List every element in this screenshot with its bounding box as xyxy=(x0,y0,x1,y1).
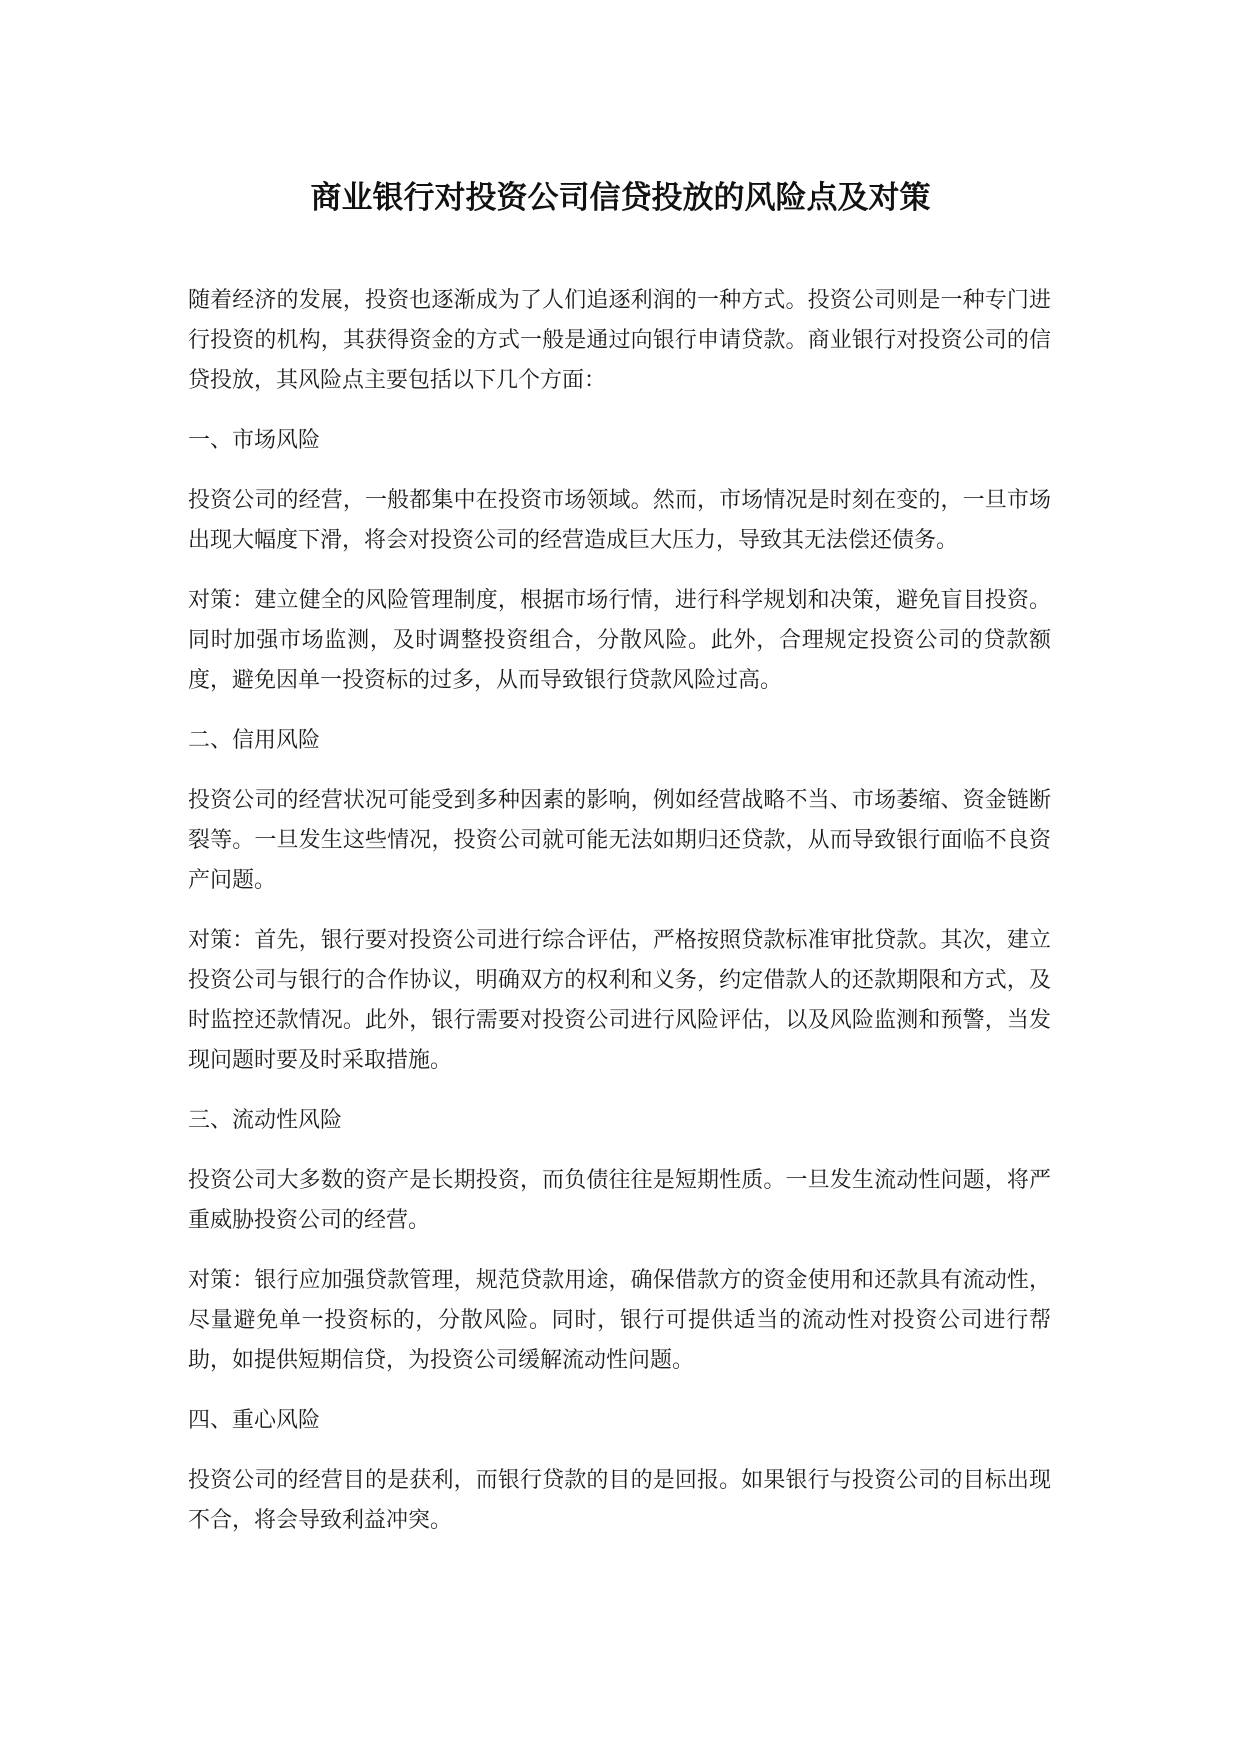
credit-risk-paragraph: 投资公司的经营状况可能受到多种因素的影响，例如经营战略不当、市场萎缩、资金链断裂等。一旦发生这些情况，投资公司就可能无法如期归还贷款，从而导致银行面临不良资产问题。 xyxy=(188,788,1051,893)
section-heading-focus-risk: 四、重心风险 xyxy=(188,1408,321,1433)
focus-risk-paragraph: 投资公司的经营目的是获利，而银行贷款的目的是回报。如果银行与投资公司的目标出现不合，将会导致利益冲突。 xyxy=(188,1468,1051,1533)
liquidity-risk-countermeasure: 对策：银行应加强贷款管理，规范贷款用途，确保借款方的资金使用和还款具有流动性，尽量避免单一投资标的，分散风险。同时，银行可提供适当的流动性对投资公司进行帮助，如提供短期信贷，为投资公司缓解流动性问题。 xyxy=(188,1268,1051,1373)
document-body xyxy=(188,281,1051,1561)
market-risk-countermeasure: 对策：建立健全的风险管理制度，根据市场行情，进行科学规划和决策，避免盲目投资。同时加强市场监测，及时调整投资组合，分散风险。此外，合理规定投资公司的贷款额度，避免因单一投资标的过多，从而导致银行贷款风险过高。 xyxy=(188,588,1051,693)
credit-risk-countermeasure: 对策：首先，银行要对投资公司进行综合评估，严格按照贷款标准审批贷款。其次，建立投资公司与银行的合作协议，明确双方的权利和义务，约定借款人的还款期限和方式，及时监控还款情况。此外，银行需要对投资公司进行风险评估，以及风险监测和预警，当发现问题时要及时采取措施。 xyxy=(188,928,1051,1073)
section-heading-market-risk: 一、市场风险 xyxy=(188,428,321,453)
market-risk-paragraph: 投资公司的经营，一般都集中在投资市场领域。然而，市场情况是时刻在变的，一旦市场出现大幅度下滑，将会对投资公司的经营造成巨大压力，导致其无法偿还债务。 xyxy=(188,488,1051,553)
section-heading-liquidity-risk: 三、流动性风险 xyxy=(188,1108,343,1133)
document-title: 商业银行对投资公司信贷投放的风险点及对策 xyxy=(310,180,931,216)
liquidity-risk-paragraph: 投资公司大多数的资产是长期投资，而负债往往是短期性质。一旦发生流动性问题，将严重威胁投资公司的经营。 xyxy=(188,1168,1051,1233)
intro-paragraph: 随着经济的发展，投资也逐渐成为了人们追逐利润的一种方式。投资公司则是一种专门进行投资的机构，其获得资金的方式一般是通过向银行申请贷款。商业银行对投资公司的信贷投放，其风险点主要包括以下几个方面： xyxy=(188,288,1051,393)
section-heading-credit-risk: 二、信用风险 xyxy=(188,728,321,753)
